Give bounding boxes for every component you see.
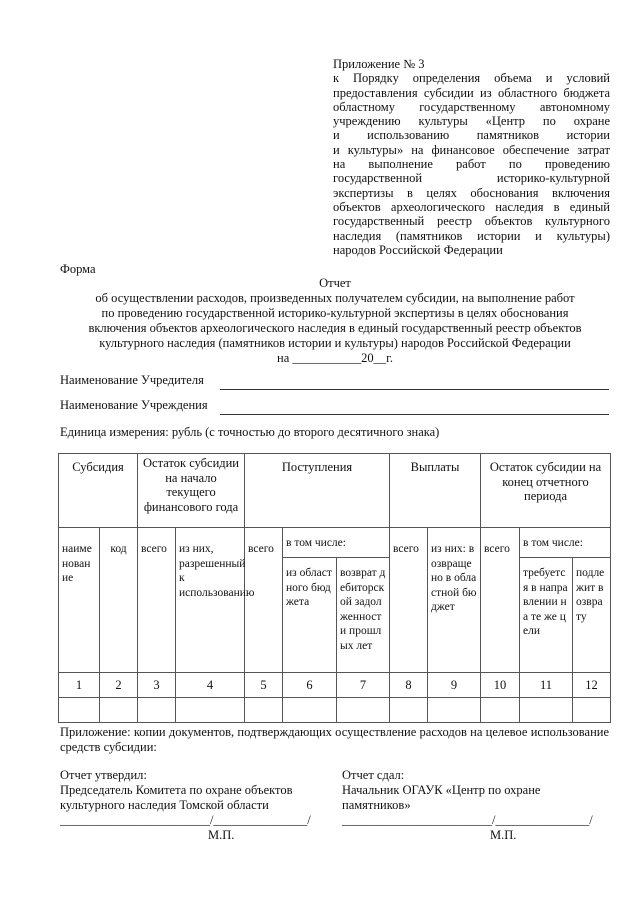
- column-number: 5: [245, 673, 283, 698]
- report-title: [60, 276, 610, 366]
- report-date-line: на ___________20__г.: [277, 351, 393, 365]
- stamp-label: М.П.: [490, 828, 517, 842]
- signature-heading: Отчет утвердил:: [60, 768, 147, 782]
- column-number: 3: [138, 673, 176, 698]
- table-cell[interactable]: [428, 698, 481, 723]
- annex-line: учреждению культуры «Центр по охране: [333, 114, 610, 129]
- signature-line: Председатель Комитета по охране объектов: [60, 783, 293, 797]
- annex-line: народов Российской Федерации: [333, 242, 503, 257]
- annex-header: [333, 57, 610, 257]
- report-title-line: культурного наследия (памятников истории и культуры) народов Российской Федерации: [99, 336, 571, 350]
- report-title-line: включения объектов археологического наследия в единый государственный реестр объектов: [88, 321, 582, 335]
- attachment-note: Приложение: копии документов, подтверждающих осуществление расходов на целевое использование средств субсидии:: [60, 725, 609, 754]
- signature-blank[interactable]: ________________________/_______________/: [60, 813, 311, 827]
- table-cell[interactable]: [100, 698, 138, 723]
- subheader-including-end: в том числе:: [520, 528, 611, 558]
- table-cell[interactable]: [573, 698, 611, 723]
- signature-left: [60, 768, 311, 843]
- report-table: [58, 453, 611, 723]
- column-number: 2: [100, 673, 138, 698]
- signature-line: памятников»: [342, 798, 411, 812]
- stamp-label: М.П.: [208, 828, 235, 842]
- signature-blank[interactable]: ________________________/_______________/: [342, 813, 593, 827]
- subheader-returned: из них: возвращено в областной бюджет: [428, 528, 481, 673]
- subheader-to-return: подлежит возврату: [573, 558, 611, 673]
- column-number: 1: [59, 673, 100, 698]
- column-number: 7: [337, 673, 390, 698]
- report-title-line: об осуществлении расходов, произведенных получателем субсидии, на выполнение работ: [95, 291, 575, 305]
- annex-line: предоставления субсидии из областного бюджета: [333, 85, 610, 100]
- table-cell[interactable]: [337, 698, 390, 723]
- column-number: 4: [176, 673, 245, 698]
- header-payments: Выплаты: [390, 454, 481, 528]
- column-number: 8: [390, 673, 428, 698]
- table-cell[interactable]: [481, 698, 520, 723]
- subheader-total-start: всего: [138, 528, 176, 673]
- annex-line: к Порядку определения объема и условий: [333, 71, 610, 86]
- subheader-required: требуется в направлении на те же цели: [520, 558, 573, 673]
- table-cell[interactable]: [390, 698, 428, 723]
- column-number: 12: [573, 673, 611, 698]
- subheader-debt-return: возврат дебиторской задолженности прошлых лет: [337, 558, 390, 673]
- signature-line: Начальник ОГАУК «Центр по охране: [342, 783, 541, 797]
- table-cell[interactable]: [245, 698, 283, 723]
- annex-line: и использованию памятников истории: [333, 128, 610, 143]
- table-cell[interactable]: [520, 698, 573, 723]
- header-receipts: Поступления: [245, 454, 390, 528]
- signature-heading: Отчет сдал:: [342, 768, 405, 782]
- header-end-balance: Остаток субсидии на конец отчетного периода: [481, 454, 611, 528]
- unit-label: Единица измерения: рубль (с точностью до второго десятичного знака): [60, 425, 440, 439]
- column-number: 6: [283, 673, 337, 698]
- column-number: 10: [481, 673, 520, 698]
- annex-line: объектов археологического наследия в единый: [333, 199, 610, 214]
- subheader-total-receipts: всего: [245, 528, 283, 673]
- subheader-from-budget: из областного бюджета: [283, 558, 337, 673]
- institution-label: Наименование Учреждения: [60, 398, 208, 412]
- column-number: 11: [520, 673, 573, 698]
- column-number: 9: [428, 673, 481, 698]
- header-start-balance: Остаток субсидии на начало текущего финансового года: [138, 454, 245, 528]
- report-title-line: по проведению государственной историко-культурной экспертизы в целях обоснования: [101, 306, 569, 320]
- subheader-including-receipts: в том числе:: [283, 528, 390, 558]
- annex-line: экспертизы в целях обоснования включения: [333, 185, 610, 200]
- founder-field[interactable]: [220, 388, 609, 390]
- table-row: [59, 698, 611, 723]
- annex-line: наследия (памятников истории и культуры): [333, 228, 610, 243]
- table-cell[interactable]: [176, 698, 245, 723]
- annex-line: на выполнение работ по проведению: [333, 157, 610, 172]
- subheader-name: наименование: [59, 528, 100, 673]
- subheader-total-payments: всего: [390, 528, 428, 673]
- annex-line: и культуры» на финансовое обеспечение затрат: [333, 142, 610, 157]
- report-title-line: Отчет: [319, 276, 351, 290]
- signature-line: культурного наследия Томской области: [60, 798, 269, 812]
- column-numbers-row: [59, 673, 611, 698]
- founder-label: Наименование Учредителя: [60, 373, 204, 387]
- signature-right: [342, 768, 593, 843]
- table-cell[interactable]: [138, 698, 176, 723]
- table-cell[interactable]: [59, 698, 100, 723]
- annex-line: государственной историко-культурной: [333, 171, 610, 186]
- subheader-code: код: [100, 528, 138, 673]
- annex-line: областному государственному автономному: [333, 99, 610, 114]
- subheader-allowed: из них, разрешенный к использованию: [176, 528, 245, 673]
- institution-field[interactable]: [220, 413, 609, 415]
- table-cell[interactable]: [283, 698, 337, 723]
- subheader-total-end: всего: [481, 528, 520, 673]
- header-subsidy: Субсидия: [59, 454, 138, 528]
- form-label: Форма: [60, 262, 96, 276]
- annex-title: Приложение № 3: [333, 57, 425, 71]
- annex-line: государственный реестр объектов культурного: [333, 214, 610, 229]
